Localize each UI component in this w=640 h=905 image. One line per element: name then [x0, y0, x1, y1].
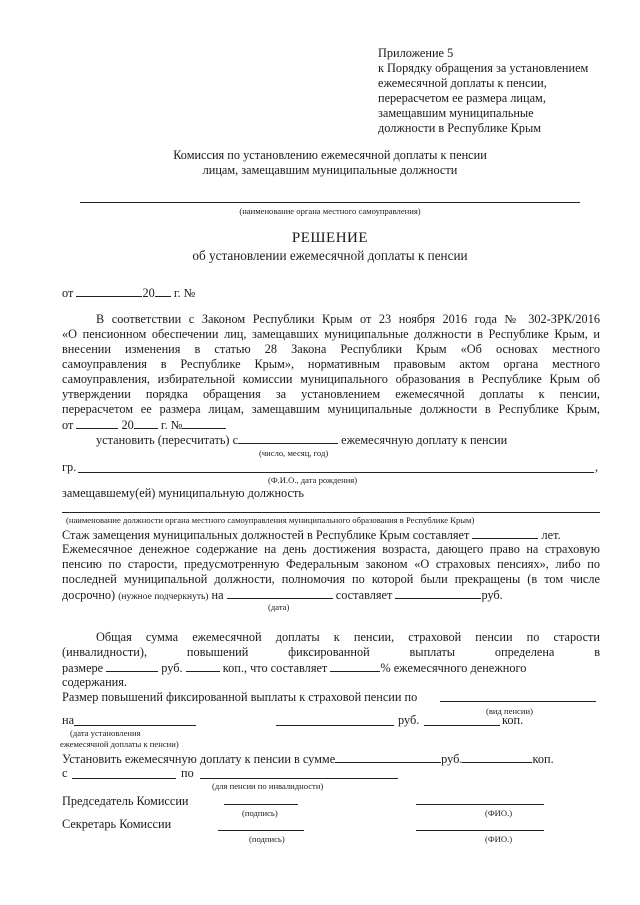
period-from-line	[72, 778, 176, 779]
set-amount-rub-blank	[335, 751, 441, 763]
date-from: от	[62, 286, 74, 300]
chairman-fio-line	[416, 804, 544, 805]
act-date-year: 20	[121, 418, 134, 432]
period-to: по	[181, 766, 194, 780]
appendix-line: Приложение 5	[378, 46, 454, 60]
establish-date-blank	[238, 432, 338, 444]
citizen-prefix: гр.	[62, 460, 77, 474]
appendix-line: перерасчетом ее размера лицам,	[378, 91, 546, 105]
service-blank	[472, 527, 538, 539]
document-subtitle: об установлении ежемесячной доплаты к пенсии	[192, 248, 468, 263]
appendix-line: ежемесячной доплаты к пенсии,	[378, 76, 547, 90]
date-year: 20	[142, 286, 155, 300]
total-size: размере	[62, 661, 104, 675]
increase-caption-2: ежемесячной доплаты к пенсии)	[60, 739, 179, 749]
chairman-label: Председатель Комиссии	[62, 794, 189, 808]
para-line: В соответствии с Законом Республики Крым от 23 ноября 2016 года № 302-ЗРК/2016	[96, 312, 600, 326]
total-kop-blank	[186, 660, 220, 672]
para-line: перерасчетом ее размера лицам, замещавшим муниципальные должности в Республике Крым,	[62, 402, 600, 416]
total-rub-blank	[106, 660, 158, 672]
increase-kop: коп.	[502, 713, 524, 727]
date-blank	[76, 285, 142, 297]
total-percent-blank	[330, 660, 380, 672]
salary-sum-blank	[395, 587, 481, 599]
commission-line: Комиссия по установлению ежемесячной доплаты к пенсии	[173, 148, 487, 162]
appendix-line: замещавшим муниципальные	[378, 106, 534, 120]
salary-rub: руб.	[481, 588, 503, 602]
salary-on: на	[211, 588, 224, 602]
salary-line: пенсию по старости, предусмотренную Федеральным законом «О страховых пенсиях», либо по	[62, 557, 600, 571]
disability-caption: (для пенсии по инвалидности)	[212, 781, 324, 791]
secretary-sign-caption: (подпись)	[249, 834, 285, 844]
appendix-line: должности в Республике Крым	[378, 121, 542, 135]
date-caption-2: (дата)	[268, 602, 290, 612]
establish-suffix: ежемесячную доплату к пенсии	[341, 433, 508, 447]
pension-type-line	[440, 701, 596, 702]
salary-underline-note: (нужное подчеркнуть)	[118, 592, 209, 602]
establish-prefix: установить (пересчитать) с	[96, 433, 239, 447]
chairman-sign-line	[224, 804, 298, 805]
set-amount-text: Установить ежемесячную доплату к пенсии в сумме	[62, 752, 336, 766]
total-line: содержания.	[62, 675, 127, 689]
para-line: самоуправления в Республике Крым», нормативным правовым актом органа местного	[62, 357, 600, 371]
secretary-label: Секретарь Комиссии	[62, 817, 172, 831]
para-line: утверждении порядка обращения за установлением ежемесячной доплаты к пенсии,	[62, 387, 600, 401]
period-from: с	[62, 766, 68, 780]
set-amount-rub: руб.	[441, 752, 463, 766]
year-blank	[155, 285, 171, 297]
total-percent: % ежемесячного денежного	[380, 661, 527, 675]
increase-date-line	[74, 725, 196, 726]
salary-line: Ежемесячное денежное содержание на день достижения возраста, дающего право на страховую	[62, 542, 600, 556]
act-date-from: от	[62, 418, 74, 432]
commission-line: лицам, замещавшим муниципальные должности	[202, 163, 458, 177]
position-line: замещавшему(ей) муниципальную должность	[62, 486, 304, 500]
para-line: самоуправления, избирательной комиссии муниципального образования в Республике Крым об	[62, 372, 600, 386]
act-year-blank	[134, 417, 158, 429]
act-number-blank	[182, 417, 226, 429]
act-date-line	[62, 417, 226, 433]
date-suffix: г. №	[173, 286, 196, 300]
document-title: РЕШЕНИЕ	[291, 230, 369, 246]
para-line: внесении изменения в статью 28 Закона Республики Крым «Об основах местного	[62, 342, 600, 356]
increase-rub-line	[276, 725, 394, 726]
secretary-fio-caption: (ФИО.)	[485, 834, 513, 844]
act-date-blank	[76, 417, 118, 429]
chairman-fio-caption: (ФИО.)	[485, 808, 513, 818]
service-unit: лет.	[541, 528, 561, 542]
position-name-line	[62, 512, 600, 513]
service-text: Стаж замещения муниципальных должностей в Республике Крым составляет	[62, 528, 470, 542]
total-line-3	[62, 660, 600, 676]
date-line	[62, 285, 195, 301]
appendix-line: к Порядку обращения за установлением	[378, 61, 589, 75]
increase-rub: руб.	[398, 713, 420, 727]
org-caption: (наименование органа местного самоуправления)	[239, 206, 421, 216]
date-caption: (число, месяц, год)	[259, 448, 329, 458]
fio-caption: (Ф.И.О., дата рождения)	[268, 475, 358, 485]
secretary-fio-line	[416, 830, 544, 831]
set-amount-kop-blank	[462, 751, 532, 763]
citizen-fio-line	[78, 472, 594, 473]
total-line: (инвалидности), повышений фиксированной выплаты определена в	[62, 645, 600, 659]
para-line: «О пенсионном обеспечении лиц, замещавших муниципальные должности в Республике Крым, и	[62, 327, 600, 341]
period-to-line	[200, 778, 398, 779]
set-amount-kop: коп.	[532, 752, 554, 766]
service-line	[62, 527, 561, 543]
total-line: Общая сумма ежемесячной доплаты к пенсии, страховой пенсии по старости	[96, 630, 600, 644]
increase-caption-1: (дата установления	[70, 728, 141, 738]
citizen-end: ,	[595, 460, 599, 474]
pension-type-caption: (вид пенсии)	[486, 706, 533, 716]
org-name-line	[80, 202, 580, 203]
chairman-sign-caption: (подпись)	[242, 808, 278, 818]
increase-text: Размер повышений фиксированной выплаты к страховой пенсии по	[62, 690, 418, 704]
salary-line: последней муниципальной должности, полномочия по которой были прекращены (в том числе	[62, 572, 600, 586]
total-kop: коп., что составляет	[222, 661, 328, 675]
salary-amounts: составляет	[335, 588, 393, 602]
establish-line	[96, 432, 507, 448]
salary-date-blank	[227, 587, 333, 599]
increase-on-prefix: на	[62, 713, 75, 727]
set-amount-line	[62, 751, 554, 767]
increase-kop-line	[424, 725, 500, 726]
salary-early: досрочно)	[62, 588, 116, 602]
total-rub: руб.	[161, 661, 183, 675]
secretary-sign-line	[218, 830, 304, 831]
position-caption: (наименование должности органа местного самоуправления муниципального образования в Республике Крым)	[66, 515, 475, 525]
act-date-suffix: г. №	[160, 418, 183, 432]
